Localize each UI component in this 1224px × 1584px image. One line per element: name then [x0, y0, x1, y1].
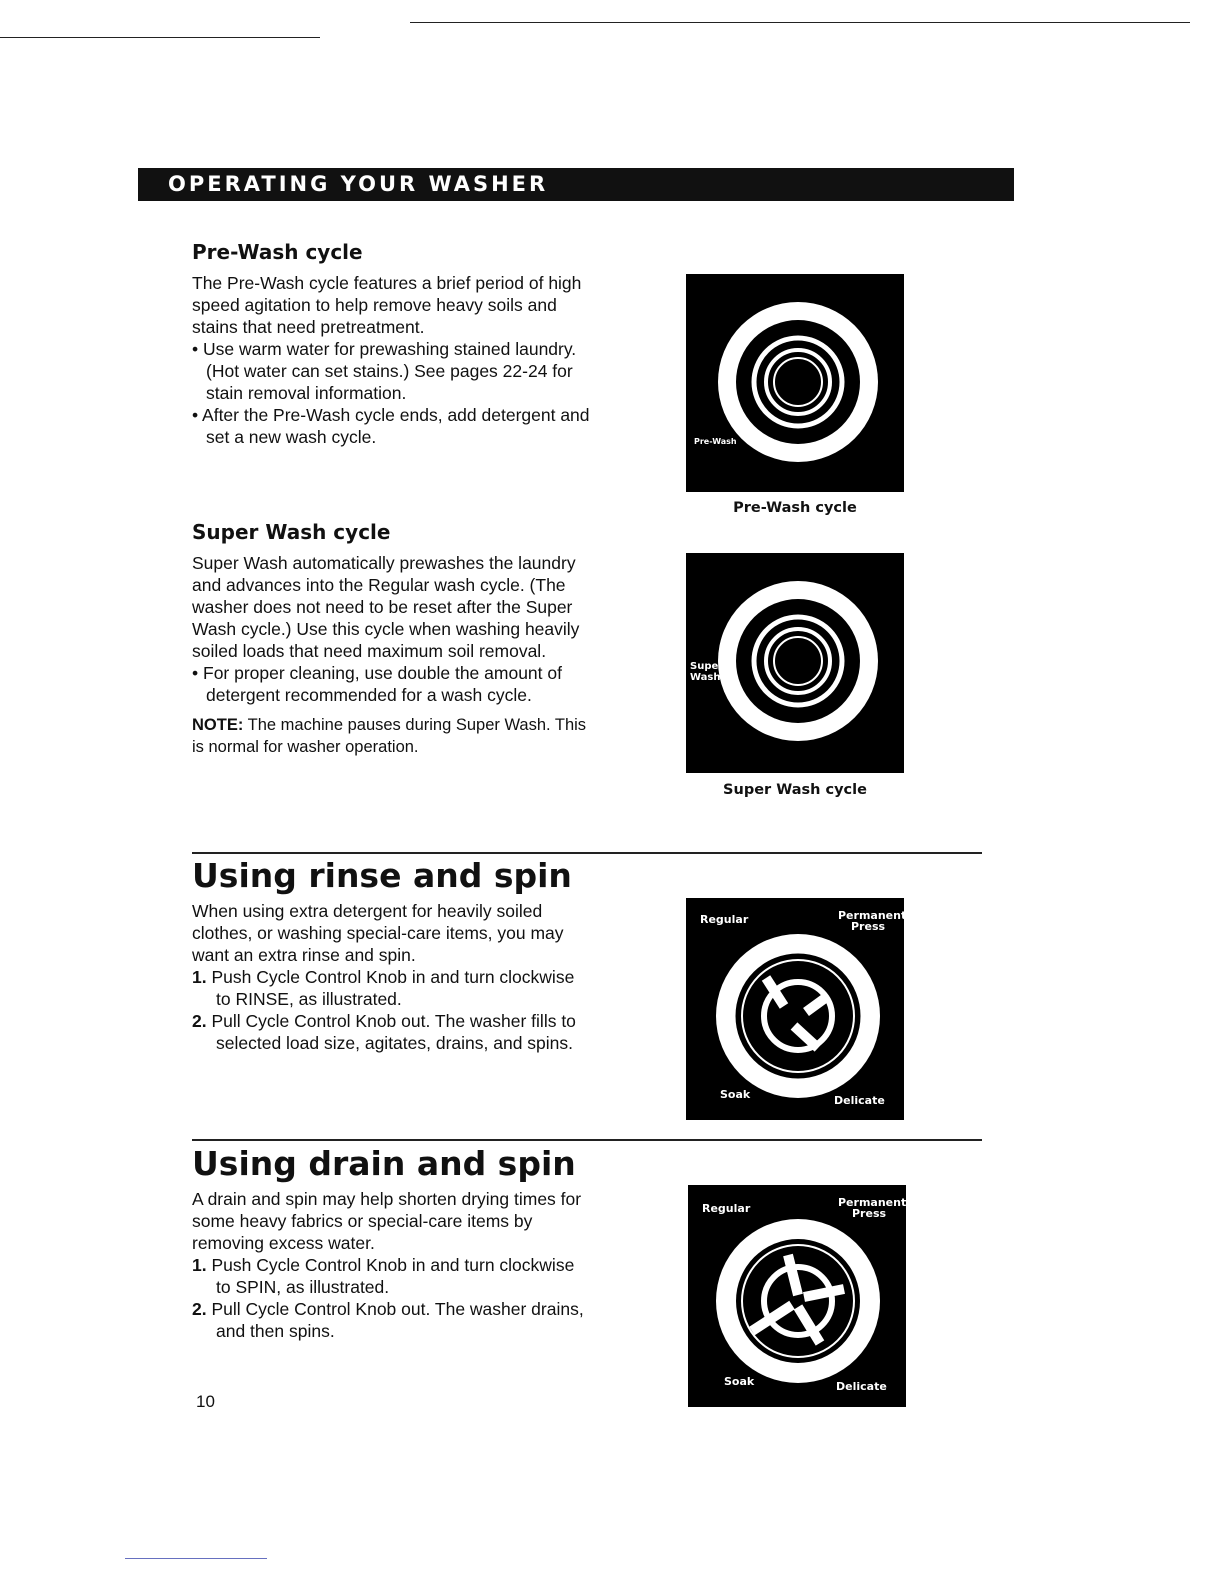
- dial-label-permanent: Permanent: [838, 1196, 907, 1209]
- superwash-text: [192, 552, 592, 758]
- drain-text: [192, 1188, 592, 1342]
- prewash-bullet: • After the Pre-Wash cycle ends, add detergent and set a new wash cycle.: [192, 405, 590, 447]
- drain-intro: A drain and spin may help shorten drying times for some heavy fabrics or special-care items by removing excess water.: [192, 1189, 582, 1253]
- prewash-text: [192, 272, 592, 448]
- rinse-text: [192, 900, 592, 1054]
- step-number: 2.: [192, 1299, 207, 1319]
- dial-label-soak: Soak: [724, 1375, 755, 1388]
- dial-label-press: Press: [851, 920, 886, 933]
- drain-step: [192, 1254, 592, 1298]
- superwash-heading: Super Wash cycle: [192, 520, 391, 544]
- drain-dial-image: [688, 1185, 906, 1407]
- superwash-dial-image: [686, 553, 904, 773]
- step-text: Push Cycle Control Knob in and turn clockwise to SPIN, as illustrated.: [211, 1255, 575, 1297]
- bullet-text: For proper cleaning, use double the amount of detergent recommended for a wash cycle.: [203, 663, 562, 705]
- dial-label-press: Press: [852, 1207, 887, 1220]
- scan-line: [125, 1558, 267, 1559]
- rinse-step: [192, 1010, 592, 1054]
- dial-label-permanent: Permanent: [838, 909, 907, 922]
- step-number: 1.: [192, 1255, 207, 1275]
- prewash-caption: Pre-Wash cycle: [733, 500, 857, 516]
- superwash-bullet: • For proper cleaning, use double the amount of detergent recommended for a wash cycle.: [192, 663, 562, 705]
- section-divider: [192, 852, 982, 854]
- bullet-text: Use warm water for prewashing stained laundry. (Hot water can set stains.) See pages 22-24 for stain removal information.: [203, 339, 577, 403]
- dial-label-delicate: Delicate: [836, 1380, 887, 1393]
- prewash-dial-image: [686, 274, 904, 492]
- prewash-bullet: • Use warm water for prewashing stained laundry. (Hot water can set stains.) See pages 22-24 for stain removal information.: [192, 339, 577, 403]
- drain-heading: Using drain and spin: [192, 1144, 576, 1183]
- step-number: 2.: [192, 1011, 207, 1031]
- section-header: OPERATING YOUR WASHER: [138, 168, 1014, 201]
- step-text: Pull Cycle Control Knob out. The washer fills to selected load size, agitates, drains, and spins.: [211, 1011, 576, 1053]
- scan-line: [0, 37, 320, 38]
- step-text: Pull Cycle Control Knob out. The washer drains, and then spins.: [211, 1299, 584, 1341]
- dial-label-regular: Regular: [702, 1202, 751, 1215]
- step-number: 1.: [192, 967, 207, 987]
- dial-label-soak: Soak: [720, 1088, 751, 1101]
- step-text: Push Cycle Control Knob in and turn clockwise to RINSE, as illustrated.: [211, 967, 575, 1009]
- page-number: 10: [196, 1392, 215, 1411]
- dial-label: Super: [690, 661, 724, 672]
- rinse-heading: Using rinse and spin: [192, 856, 572, 895]
- drain-step: [192, 1298, 592, 1342]
- rinse-dial-image: [686, 898, 907, 1120]
- section-divider: [192, 1139, 982, 1141]
- prewash-heading: Pre-Wash cycle: [192, 240, 363, 264]
- superwash-intro: Super Wash automatically prewashes the laundry and advances into the Regular wash cycle. (The washer does not need to be reset after the Super Wash cycle.) Use this cycle when washing heavily soiled loads that need maximum soil removal.: [192, 553, 580, 661]
- dial-label: Wash: [690, 672, 721, 683]
- dial-graphic: [686, 274, 904, 492]
- note-label: NOTE:: [192, 716, 244, 734]
- scan-line: [410, 22, 1190, 23]
- dial-label: Pre-Wash: [694, 437, 737, 446]
- prewash-intro: The Pre-Wash cycle features a brief period of high speed agitation to help remove heavy soils and stains that need pretreatment.: [192, 273, 582, 337]
- dial-label-regular: Regular: [700, 913, 749, 926]
- superwash-caption: Super Wash cycle: [723, 782, 867, 798]
- dial-label-delicate: Delicate: [834, 1094, 885, 1107]
- rinse-intro: When using extra detergent for heavily soiled clothes, or washing special-care items, you may want an extra rinse and spin.: [192, 901, 564, 965]
- bullet-text: After the Pre-Wash cycle ends, add detergent and set a new wash cycle.: [202, 405, 590, 447]
- superwash-note: [192, 714, 592, 758]
- note-text: The machine pauses during Super Wash. This is normal for washer operation.: [192, 716, 587, 756]
- rinse-step: [192, 966, 592, 1010]
